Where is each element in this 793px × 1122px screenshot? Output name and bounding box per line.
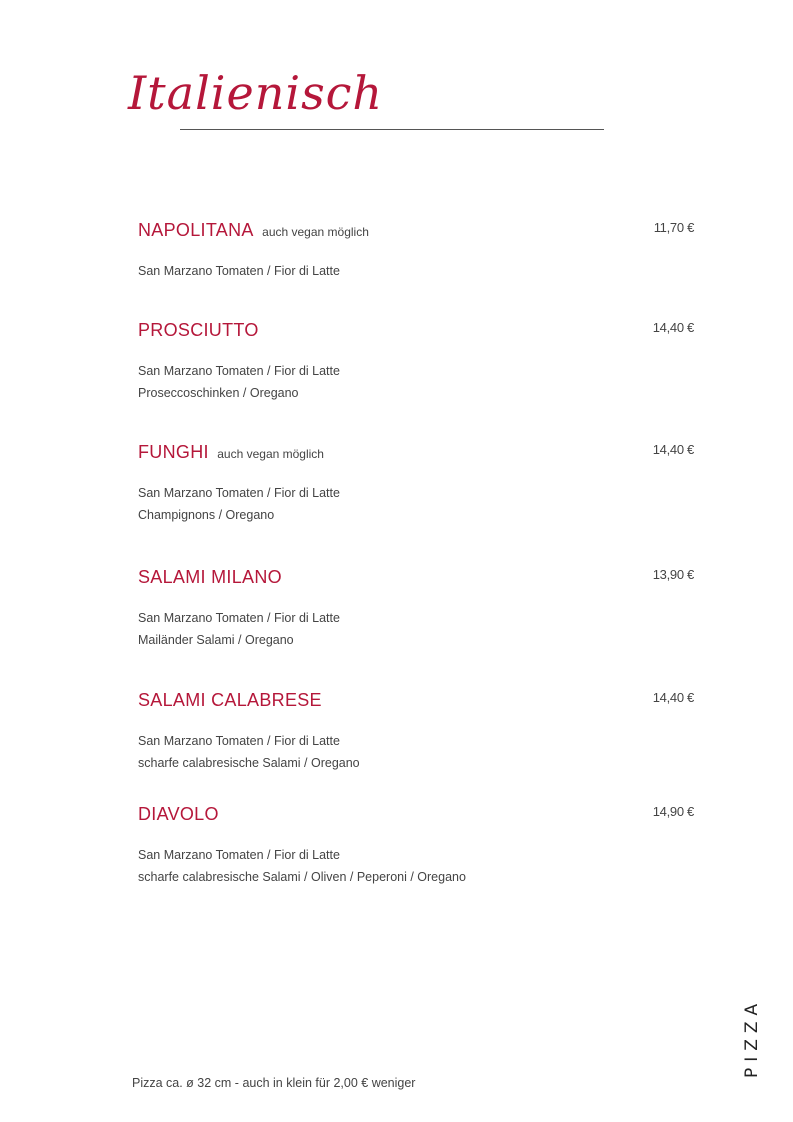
menu-item-price: 13,90 € xyxy=(652,567,694,582)
title-underline xyxy=(180,129,604,130)
menu-item-name: FUNGHI xyxy=(138,442,209,462)
menu-item-funghi xyxy=(138,442,694,526)
description-line: Champignons / Oregano xyxy=(138,508,275,522)
menu-item-price: 14,90 € xyxy=(652,804,694,819)
menu-item-price: 14,40 € xyxy=(652,690,694,705)
description-line: San Marzano Tomaten / Fior di Latte xyxy=(138,486,340,500)
menu-item-note: auch vegan möglich xyxy=(217,447,324,461)
description-line: San Marzano Tomaten / Fior di Latte xyxy=(138,264,340,278)
menu-item-header xyxy=(138,567,694,593)
menu-item-header xyxy=(138,442,694,468)
menu-item-salami-calabrese xyxy=(138,690,694,774)
menu-item-name: SALAMI CALABRESE xyxy=(138,690,322,710)
menu-item-name: SALAMI MILANO xyxy=(138,567,282,587)
menu-item-name: NAPOLITANA xyxy=(138,220,254,240)
description-line: scharfe calabresische Salami / Oregano xyxy=(138,756,360,770)
menu-item-header xyxy=(138,690,694,716)
menu-item-napolitana xyxy=(138,220,694,282)
menu-item-name: PROSCIUTTO xyxy=(138,320,259,340)
menu-item-prosciutto xyxy=(138,320,694,404)
page-title: Italienisch xyxy=(128,66,384,120)
menu-item-note: auch vegan möglich xyxy=(262,225,369,239)
menu-item-description xyxy=(138,730,694,774)
description-line: Mailänder Salami / Oregano xyxy=(138,633,294,647)
description-line: San Marzano Tomaten / Fior di Latte xyxy=(138,364,340,378)
menu-item-header xyxy=(138,220,694,246)
menu-item-header xyxy=(138,320,694,346)
description-line: San Marzano Tomaten / Fior di Latte xyxy=(138,734,340,748)
menu-item-description xyxy=(138,260,694,282)
menu-item-price: 14,40 € xyxy=(652,442,694,457)
menu-item-description xyxy=(138,844,694,888)
footer-note: Pizza ca. ø 32 cm - auch in klein für 2,00 € weniger xyxy=(132,1076,416,1090)
menu-item-salami-milano xyxy=(138,567,694,651)
menu-item-description xyxy=(138,360,694,404)
menu-item-description xyxy=(138,482,694,526)
menu-item-name: DIAVOLO xyxy=(138,804,219,824)
menu-item-description xyxy=(138,607,694,651)
menu-item-price: 11,70 € xyxy=(653,220,694,235)
section-side-label: PIZZA xyxy=(742,997,762,1078)
description-line: scharfe calabresische Salami / Oliven / Peperoni / Oregano xyxy=(138,870,466,884)
menu-item-price: 14,40 € xyxy=(652,320,694,335)
description-line: San Marzano Tomaten / Fior di Latte xyxy=(138,848,340,862)
description-line: Proseccoschinken / Oregano xyxy=(138,386,299,400)
menu-item-header xyxy=(138,804,694,830)
description-line: San Marzano Tomaten / Fior di Latte xyxy=(138,611,340,625)
menu-item-diavolo xyxy=(138,804,694,888)
